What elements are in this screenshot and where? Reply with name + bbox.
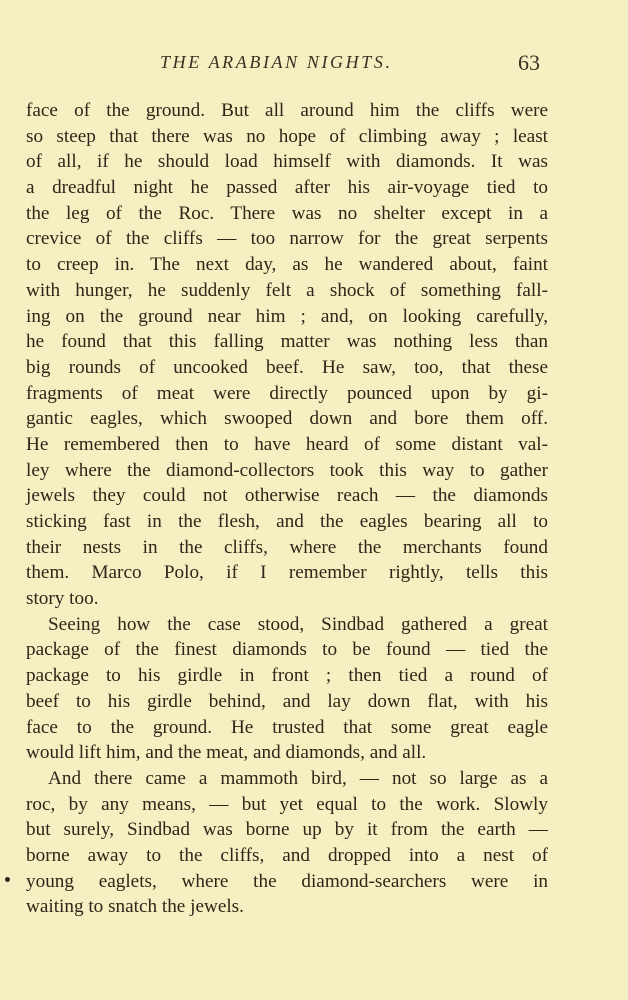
text-line: gantic eagles, which swooped down and bore them off.	[26, 408, 548, 430]
text-line: he found that this falling matter was nothing less than	[26, 331, 548, 353]
paragraph-end-line: waiting to snatch the jewels.	[26, 896, 244, 918]
text-line: borne away to the cliffs, and dropped into a nest of	[26, 844, 548, 866]
paragraph-end-line: story too.	[26, 588, 99, 610]
text-line: ley where the diamond-collectors took this way to gather	[26, 459, 548, 481]
text-line: with hunger, he suddenly felt a shock of something fall-	[26, 279, 548, 301]
paragraph-start-line: Seeing how the case stood, Sindbad gathered a great	[48, 613, 548, 635]
paragraph-start-line: And there came a mammoth bird, — not so large as a	[48, 767, 548, 789]
text-line: so steep that there was no hope of climbing away ; least	[26, 125, 548, 147]
ink-speck-mark	[5, 877, 10, 882]
text-line: their nests in the cliffs, where the merchants found	[26, 536, 548, 558]
text-line: young eaglets, where the diamond-searchers were in	[26, 870, 548, 892]
text-line: fragments of meat were directly pounced upon by gi-	[26, 382, 548, 404]
running-head: THE ARABIAN NIGHTS.	[160, 52, 393, 72]
text-line: package of the finest diamonds to be found — tied the	[26, 639, 548, 661]
text-line: big rounds of uncooked beef. He saw, too, that these	[26, 356, 548, 378]
text-line: beef to his girdle behind, and lay down flat, with his	[26, 690, 548, 712]
text-line: them. Marco Polo, if I remember rightly, tells this	[26, 562, 548, 584]
text-line: to creep in. The next day, as he wandered about, faint	[26, 254, 548, 276]
text-line: a dreadful night he passed after his air-voyage tied to	[26, 177, 548, 199]
text-line: the leg of the Roc. There was no shelter except in a	[26, 202, 548, 224]
text-line: face to the ground. He trusted that some great eagle	[26, 716, 548, 738]
text-line: face of the ground. But all around him the cliffs were	[26, 100, 548, 121]
text-line: roc, by any means, — but yet equal to the work. Slowly	[26, 793, 548, 815]
text-line: of all, if he should load himself with diamonds. It was	[26, 151, 548, 173]
text-line: He remembered then to have heard of some distant val-	[26, 433, 548, 455]
text-line: jewels they could not otherwise reach — the diamonds	[26, 485, 548, 507]
text-line: crevice of the cliffs — too narrow for the great serpents	[26, 228, 548, 250]
text-line: sticking fast in the flesh, and the eagles bearing all to	[26, 511, 548, 532]
page-number: 63	[518, 50, 540, 75]
text-line: ing on the ground near him ; and, on looking carefully,	[26, 305, 548, 327]
text-line: package to his girdle in front ; then tied a round of	[26, 665, 548, 687]
body-text	[26, 98, 548, 920]
text-line: but surely, Sindbad was borne up by it from the earth —	[26, 819, 548, 841]
paragraph-end-line: would lift him, and the meat, and diamonds, and all.	[26, 742, 427, 764]
